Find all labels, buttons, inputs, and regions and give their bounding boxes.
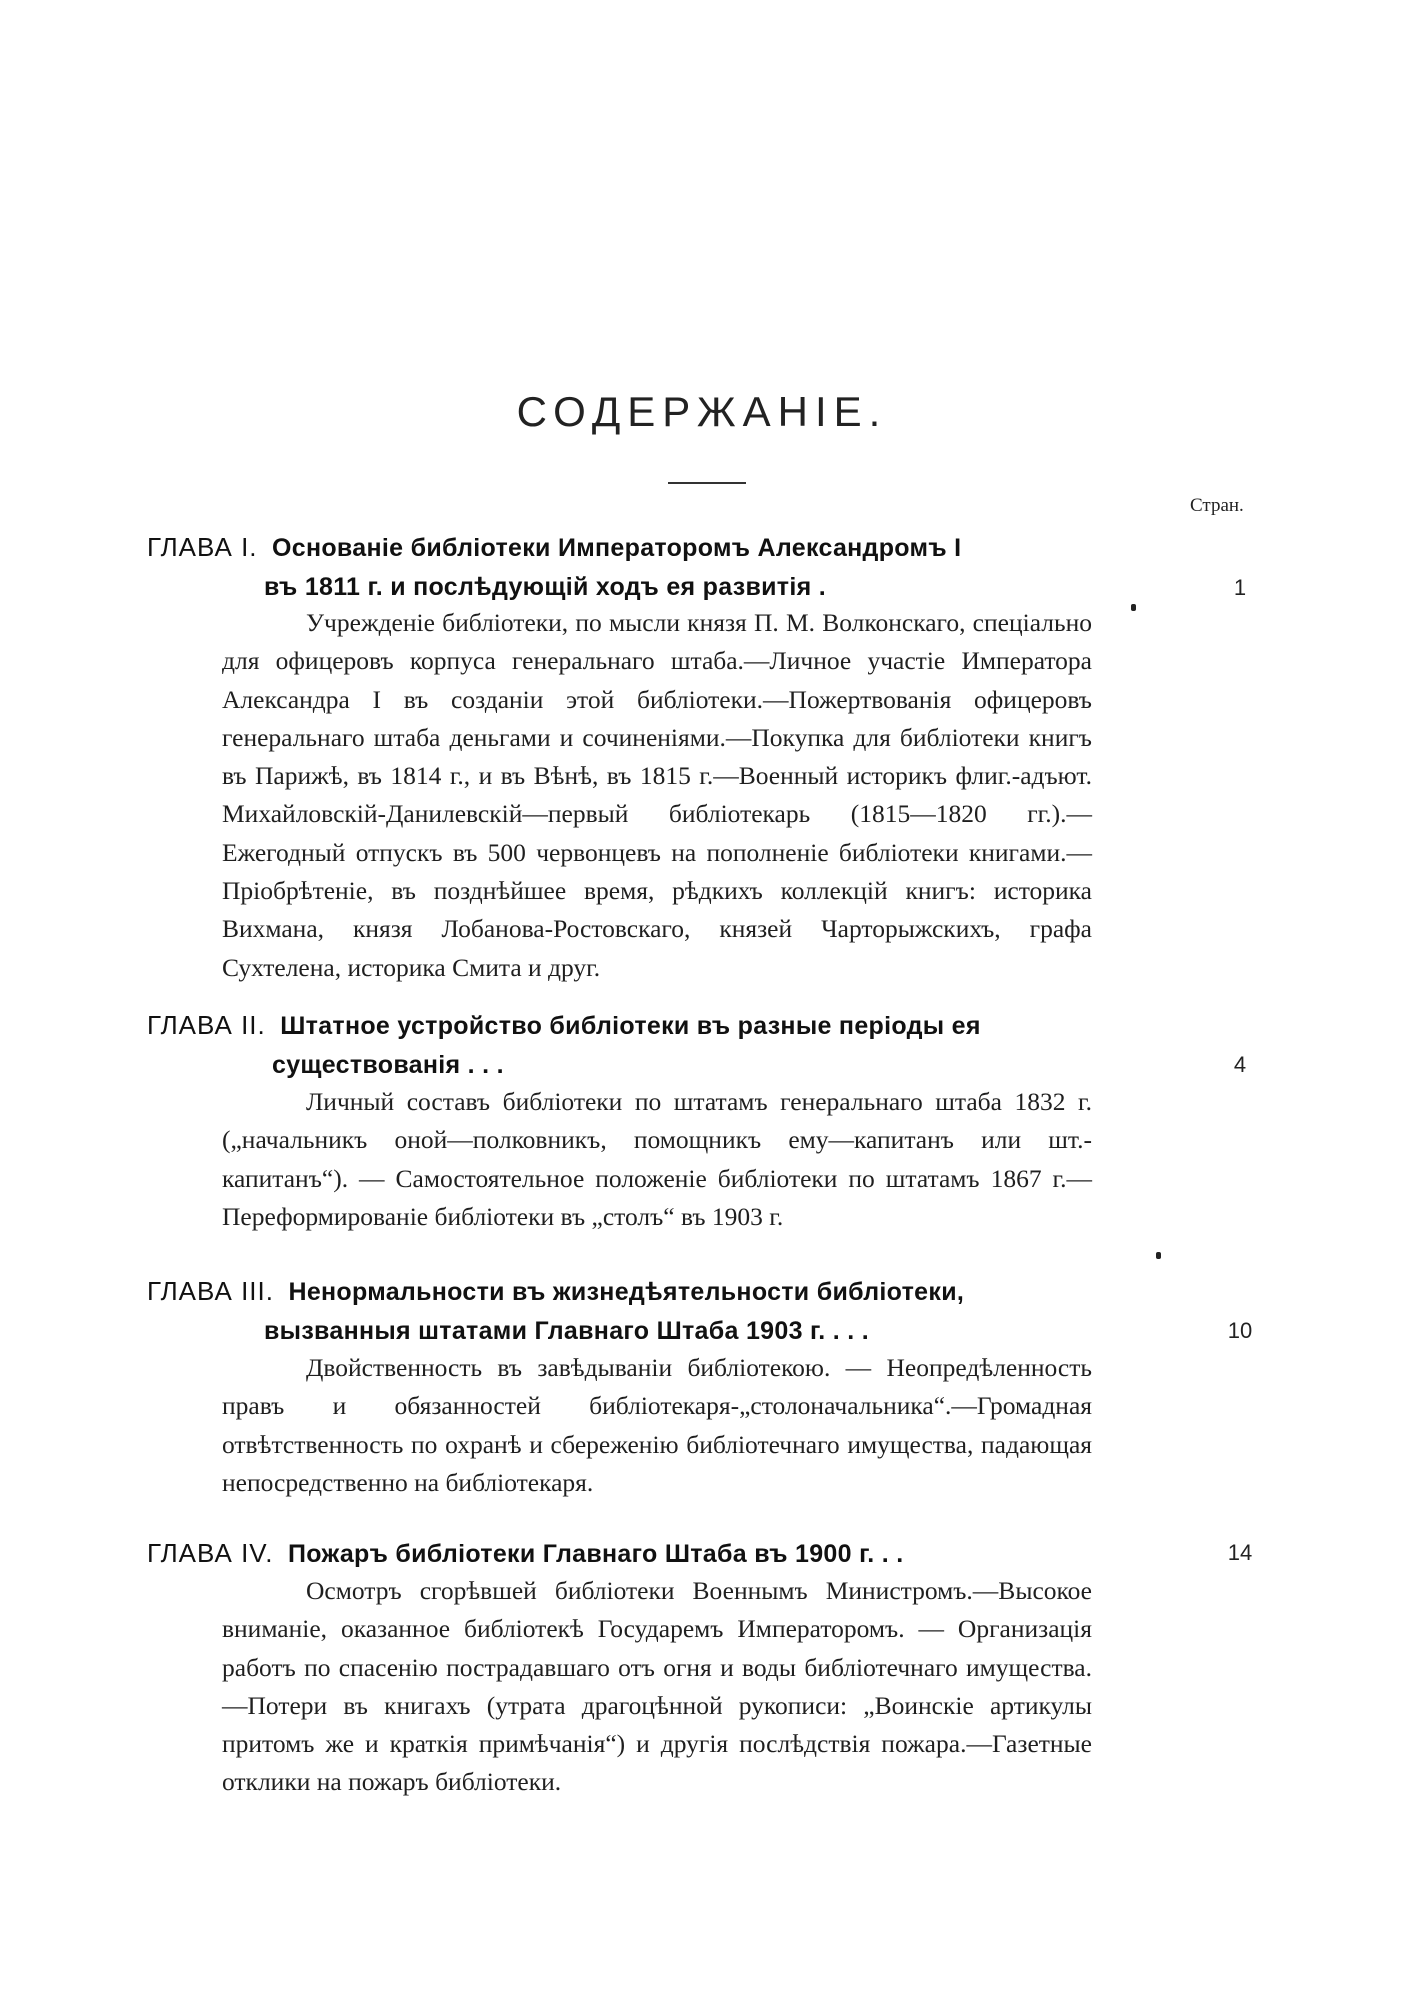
chapter-2-title-line2: существованія . . . xyxy=(272,1051,504,1079)
chapter-3-title-line1: Ненормальности въ жизнедѣятельности библіотеки, xyxy=(288,1278,965,1306)
chapter-4-label: ГЛАВА IV. xyxy=(147,1538,274,1568)
chapter-2-label: ГЛАВА II. xyxy=(147,1010,266,1040)
chapter-3-summary: Двойственность въ завѣдываніи библіотекою. — Неопредѣленность правъ и обязанностей библіотекаря-„столоначальника“.—Громадная отвѣтственность по охранѣ и сбереженію библіотечнаго имущества, падающая непосредственно на библіотекаря. xyxy=(222,1353,1092,1497)
chapter-2-summary: Личный составъ библіотеки по штатамъ генеральнаго штаба 1832 г. („начальникъ оной—полковникъ, помощникъ ему—капитанъ или шт.-капитанъ“). — Самостоятельное положеніе библіотеки по штатамъ 1867 г.—Переформированіе библіотеки въ „столъ“ въ 1903 г. xyxy=(222,1087,1092,1231)
title-rule xyxy=(668,482,746,484)
chapter-1-title-line2: въ 1811 г. и послѣдующій ходъ ея развитія . xyxy=(264,573,826,601)
page-column-label: Стран. xyxy=(1190,495,1244,516)
chapter-1-summary: Учрежденіе библіотеки, по мысли князя П. М. Волконскаго, спеціально для офицеровъ корпуса генеральнаго штаба.—Личное участіе Императора Александра I въ созданіи этой библіотеки.—Пожертвованія офицеровъ генеральнаго штаба деньгами и сочиненіями.—Покупка для библіотеки книгъ въ Парижѣ, въ 1814 г., и въ Вѣнѣ, въ 1815 г.—Военный историкъ флиг.-адъют. Михайловскій-Данилевскій—первый библіотекарь (1815—1820 гг.).—Ежегодный отпускъ въ 500 червонцевъ на пополненіе библіотеки книгами.—Пріобрѣтеніе, въ позднѣйшее время, рѣдкихъ коллекцій книгъ: историка Вихмана, князя Лобанова-Ростовскаго, князей Чарторыжскихъ, графа Сухтелена, историка Смита и друг. xyxy=(222,608,1092,982)
chapter-4-page-number: 14 xyxy=(1227,1540,1253,1565)
chapter-3-heading xyxy=(147,1272,1097,1351)
chapter-2-heading xyxy=(147,1006,1097,1085)
scan-speck xyxy=(1156,1252,1161,1259)
chapter-3-page-number: 10 xyxy=(1227,1318,1253,1343)
chapter-1-label: ГЛАВА I. xyxy=(147,532,258,562)
chapter-1-title-line1: Основаніе библіотеки Императоромъ Александромъ I xyxy=(272,534,962,562)
chapter-1-heading xyxy=(147,528,1097,607)
chapter-4-summary: Осмотръ сгорѣвшей библіотеки Военнымъ Министромъ.—Высокое вниманіе, оказанное библіотекѣ Государемъ Императоромъ. — Организація работъ по спасенію пострадавшаго отъ огня и воды библіотечнаго имущества.—Потери въ книгахъ (утрата драгоцѣнной рукописи: „Воинскіе артикулы притомъ же и краткія примѣчанія“) и другія послѣдствія пожара.—Газетные отклики на пожаръ библіотеки. xyxy=(222,1576,1092,1797)
chapter-4-heading xyxy=(147,1534,1097,1574)
scan-speck xyxy=(1131,604,1136,611)
chapter-2-title-line1: Штатное устройство библіотеки въ разные періоды ея xyxy=(280,1012,981,1040)
chapter-1-page-number: 1 xyxy=(1233,575,1247,600)
chapter-3-label: ГЛАВА III. xyxy=(147,1276,274,1306)
chapter-4-title-line1: Пожаръ библіотеки Главнаго Штаба въ 1900 г. . . xyxy=(287,1540,904,1568)
chapter-2-page-number: 4 xyxy=(1233,1052,1247,1077)
chapter-3-title-line2: вызванныя штатами Главнаго Штаба 1903 г. . . . xyxy=(264,1317,869,1345)
page-title: СОДЕРЖАНІЕ. xyxy=(516,388,888,435)
